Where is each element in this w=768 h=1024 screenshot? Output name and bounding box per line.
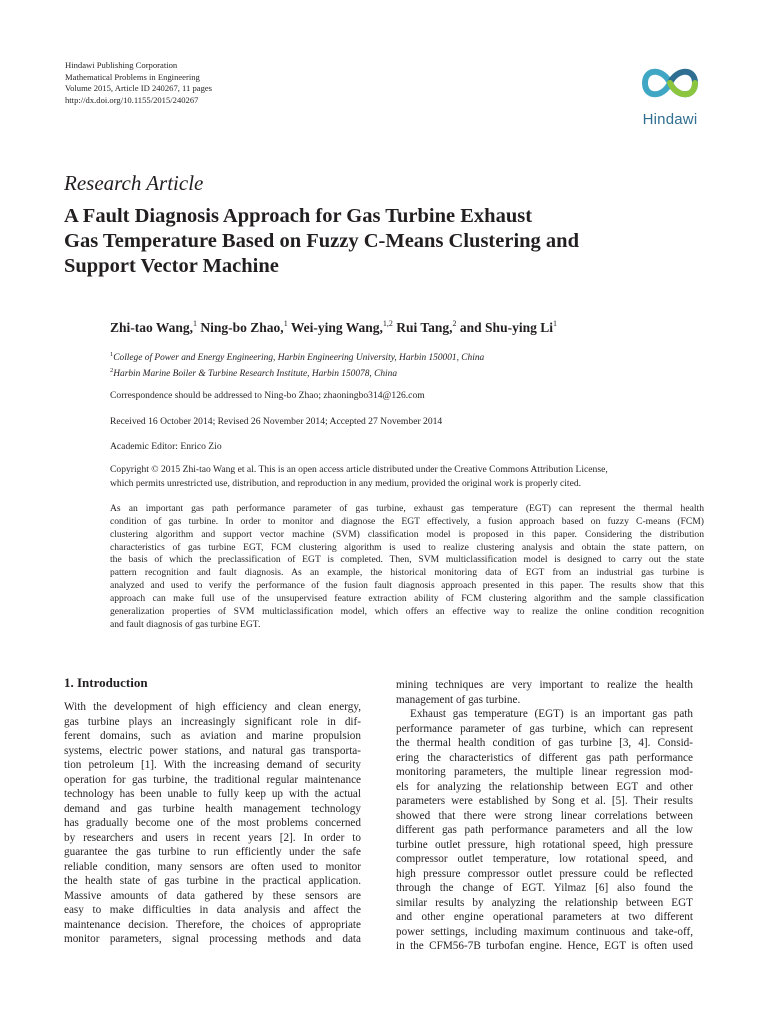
dates-line: Received 16 October 2014; Revised 26 November 2014; Accepted 27 November 2014 — [110, 416, 443, 427]
title-line: Gas Temperature Based on Fuzzy C-Means Clustering and — [64, 230, 579, 252]
body-line: similar results by analyzing the relationship between EGT — [396, 896, 693, 909]
author-affiliation-mark: 1 — [283, 319, 288, 328]
journal-name: Mathematical Problems in Engineering — [65, 71, 200, 82]
body-line: mining techniques are very important to realize the health — [396, 679, 693, 691]
author-name: Wei-ying Wang, — [290, 320, 383, 335]
author-affiliation-mark: 1,2 — [382, 319, 393, 328]
body-line: technology has been unable to fully keep up with the actual — [64, 788, 361, 800]
body-line: monitor parameters, signal processing methods and data — [64, 933, 361, 945]
body-line: operation for gas turbine, the traditional regular maintenance — [64, 773, 361, 786]
body-line: by researchers and users in recent years [2]. In order to — [64, 831, 361, 844]
body-line: turbine outlet pressure, high rotational speed, high pressure — [396, 838, 693, 851]
abstract-line: generalization properties of SVM multiclassification model, which offers an effective way to realize the online condition recognition — [110, 605, 704, 617]
title-line: A Fault Diagnosis Approach for Gas Turbine Exhaust — [64, 205, 533, 227]
body-line: systems, electric power stations, and natural gas transporta- — [64, 744, 361, 757]
abstract-line: and fault diagnosis of gas turbine EGT. — [110, 618, 261, 630]
correspondence-line: Correspondence should be addressed to Ning-bo Zhao; zhaoningbo314@126.com — [110, 390, 425, 401]
author-name: Ning-bo Zhao, — [200, 320, 284, 335]
article-type: Research Article — [64, 171, 204, 195]
body-line: power settings, including maximum continuous and take-off, — [396, 925, 693, 938]
copyright-line: Copyright © 2015 Zhi-tao Wang et al. This is an open access article distributed under the Creative Commons Attribution License, — [110, 464, 608, 475]
affiliations — [110, 349, 484, 380]
author-name: Rui Tang, — [396, 320, 453, 335]
affiliation-line — [110, 365, 484, 381]
abstract — [110, 503, 704, 631]
author-list — [110, 319, 557, 336]
body-line: management of gas turbine. — [396, 693, 521, 706]
academic-editor: Academic Editor: Enrico Zio — [110, 441, 222, 452]
affiliation-line — [110, 349, 484, 365]
journal-info — [65, 60, 212, 106]
author-affiliation-mark: 1 — [552, 319, 557, 328]
affiliation-text: Harbin Marine Boiler & Turbine Research Institute, Harbin 150078, China — [113, 368, 398, 379]
publisher-name: Hindawi Publishing Corporation — [65, 60, 178, 70]
body-line: has gradually become one of the most problems concerned — [64, 817, 361, 829]
body-column-right — [396, 678, 693, 954]
logo-ring-left — [645, 72, 670, 95]
abstract-line: condition of gas turbine. In order to monitor and diagnose the EGT effectively, a fusion approach based on fuzzy C-means (FCM) — [110, 515, 704, 527]
body-line: guarantee the gas turbine to run efficiently under the safe — [64, 846, 361, 858]
body-line: easy to make difficulties in data analysis and affect the — [64, 904, 361, 916]
body-line: Massive amounts of data gathered by these sensors are — [64, 889, 361, 902]
body-line: the thermal health condition of gas turbine [3, 4]. Consid- — [396, 737, 693, 749]
hindawi-logo-icon — [639, 58, 701, 108]
body-line: parameters were established by Song et al. [5]. Their results — [396, 795, 693, 807]
section-heading: 1. Introduction — [64, 675, 148, 690]
body-line: the health state of gas turbine in the practical application. — [64, 875, 361, 887]
author-affiliation-mark: 2 — [452, 319, 457, 328]
abstract-line: approach can make full use of the unsupervised feature extraction ability of FCM clustering algorithm and the sample classification — [110, 592, 704, 604]
abstract-line: As an important gas path performance parameter of gas turbine, exhaust gas temperature (EGT) can represent the thermal health — [110, 503, 704, 514]
body-column-left — [64, 700, 361, 947]
affiliation-mark: 2 — [110, 366, 114, 374]
body-line: demand and gas turbine health management technology — [64, 802, 361, 815]
abstract-line: analyzed and used to verify the performance of the fusion fault diagnosis approach presented in this paper. The results show that this — [110, 580, 704, 592]
hindawi-wordmark: Hindawi — [642, 111, 698, 128]
body-line: Exhaust gas temperature (EGT) is an important gas path — [410, 708, 693, 720]
paper-title — [64, 204, 684, 279]
title-line: Support Vector Machine — [64, 255, 279, 277]
body-line: compressor outlet temperature, low rotational speed, and — [396, 853, 693, 865]
body-line: maintenance decision. Therefore, the choices of appropriate — [64, 918, 361, 931]
copyright-line: which permits unrestricted use, distribution, and reproduction in any medium, provided the original work is properly cited. — [110, 478, 582, 489]
body-line: monitoring parameters, the multiple linear regression mod- — [396, 766, 693, 778]
logo-ring-accent — [670, 83, 695, 94]
body-line: gas turbine plays an increasingly significant role in dif- — [64, 715, 361, 728]
body-line: different gas path performance parameters and all the low — [396, 824, 693, 836]
body-line: reliable condition, many sensors are often used to monitor — [64, 860, 361, 873]
copyright-notice — [110, 463, 704, 491]
abstract-line: pattern recognition and fault diagnosis. As an example, the historical monitoring data of EGT from an industrial gas turbine is — [110, 567, 704, 579]
abstract-line: the basis of which the preclassification of EGT is completed. Then, SVM multiclassification model is designed to carry out the state — [110, 554, 704, 566]
body-line: With the development of high efficiency and clean energy, — [64, 701, 361, 713]
author-affiliation-mark: 1 — [193, 319, 198, 328]
body-line: in the CFM56-7B turbofan engine. Hence, EGT is often used — [396, 940, 693, 952]
affiliation-text: College of Power and Energy Engineering, Harbin Engineering University, Harbin 150001, China — [113, 353, 485, 363]
body-line: and other engine operational parameters at two different — [396, 911, 693, 923]
body-line: ering the characteristics of different gas path performance — [396, 751, 693, 764]
abstract-line: clustering algorithm and support vector machine (SVM) classification model is proposed in this paper. Considering the distribution — [110, 528, 704, 540]
body-line: els for analyzing the relationship between EGT and other — [396, 780, 693, 793]
body-line: high pressure compressor outlet pressure could be reflected — [396, 867, 693, 880]
doi-link[interactable]: http://dx.doi.org/10.1155/2015/240267 — [65, 94, 199, 105]
hindawi-logo — [630, 58, 710, 128]
body-line: through the change of EGT. Yilmaz [6] also found the — [396, 882, 693, 894]
abstract-line: characteristics of gas turbine EGT, FCM clustering algorithm is used to realize clustering analysis and obtain the state pattern, on — [110, 541, 704, 553]
volume-info: Volume 2015, Article ID 240267, 11 pages — [65, 83, 213, 93]
body-line: ferent domains, such as aviation and marine propulsion — [64, 730, 361, 742]
body-line: tion petroleum [1]. With the increasing demand of security — [64, 759, 361, 771]
affiliation-mark: 1 — [110, 351, 114, 358]
author-name: Zhi-tao Wang, — [110, 320, 194, 335]
body-line: showed that there were strong linear correlations between — [396, 809, 693, 822]
author-name: and Shu-ying Li — [459, 320, 553, 335]
body-line: performance parameter of gas turbine, which can represent — [396, 722, 693, 735]
